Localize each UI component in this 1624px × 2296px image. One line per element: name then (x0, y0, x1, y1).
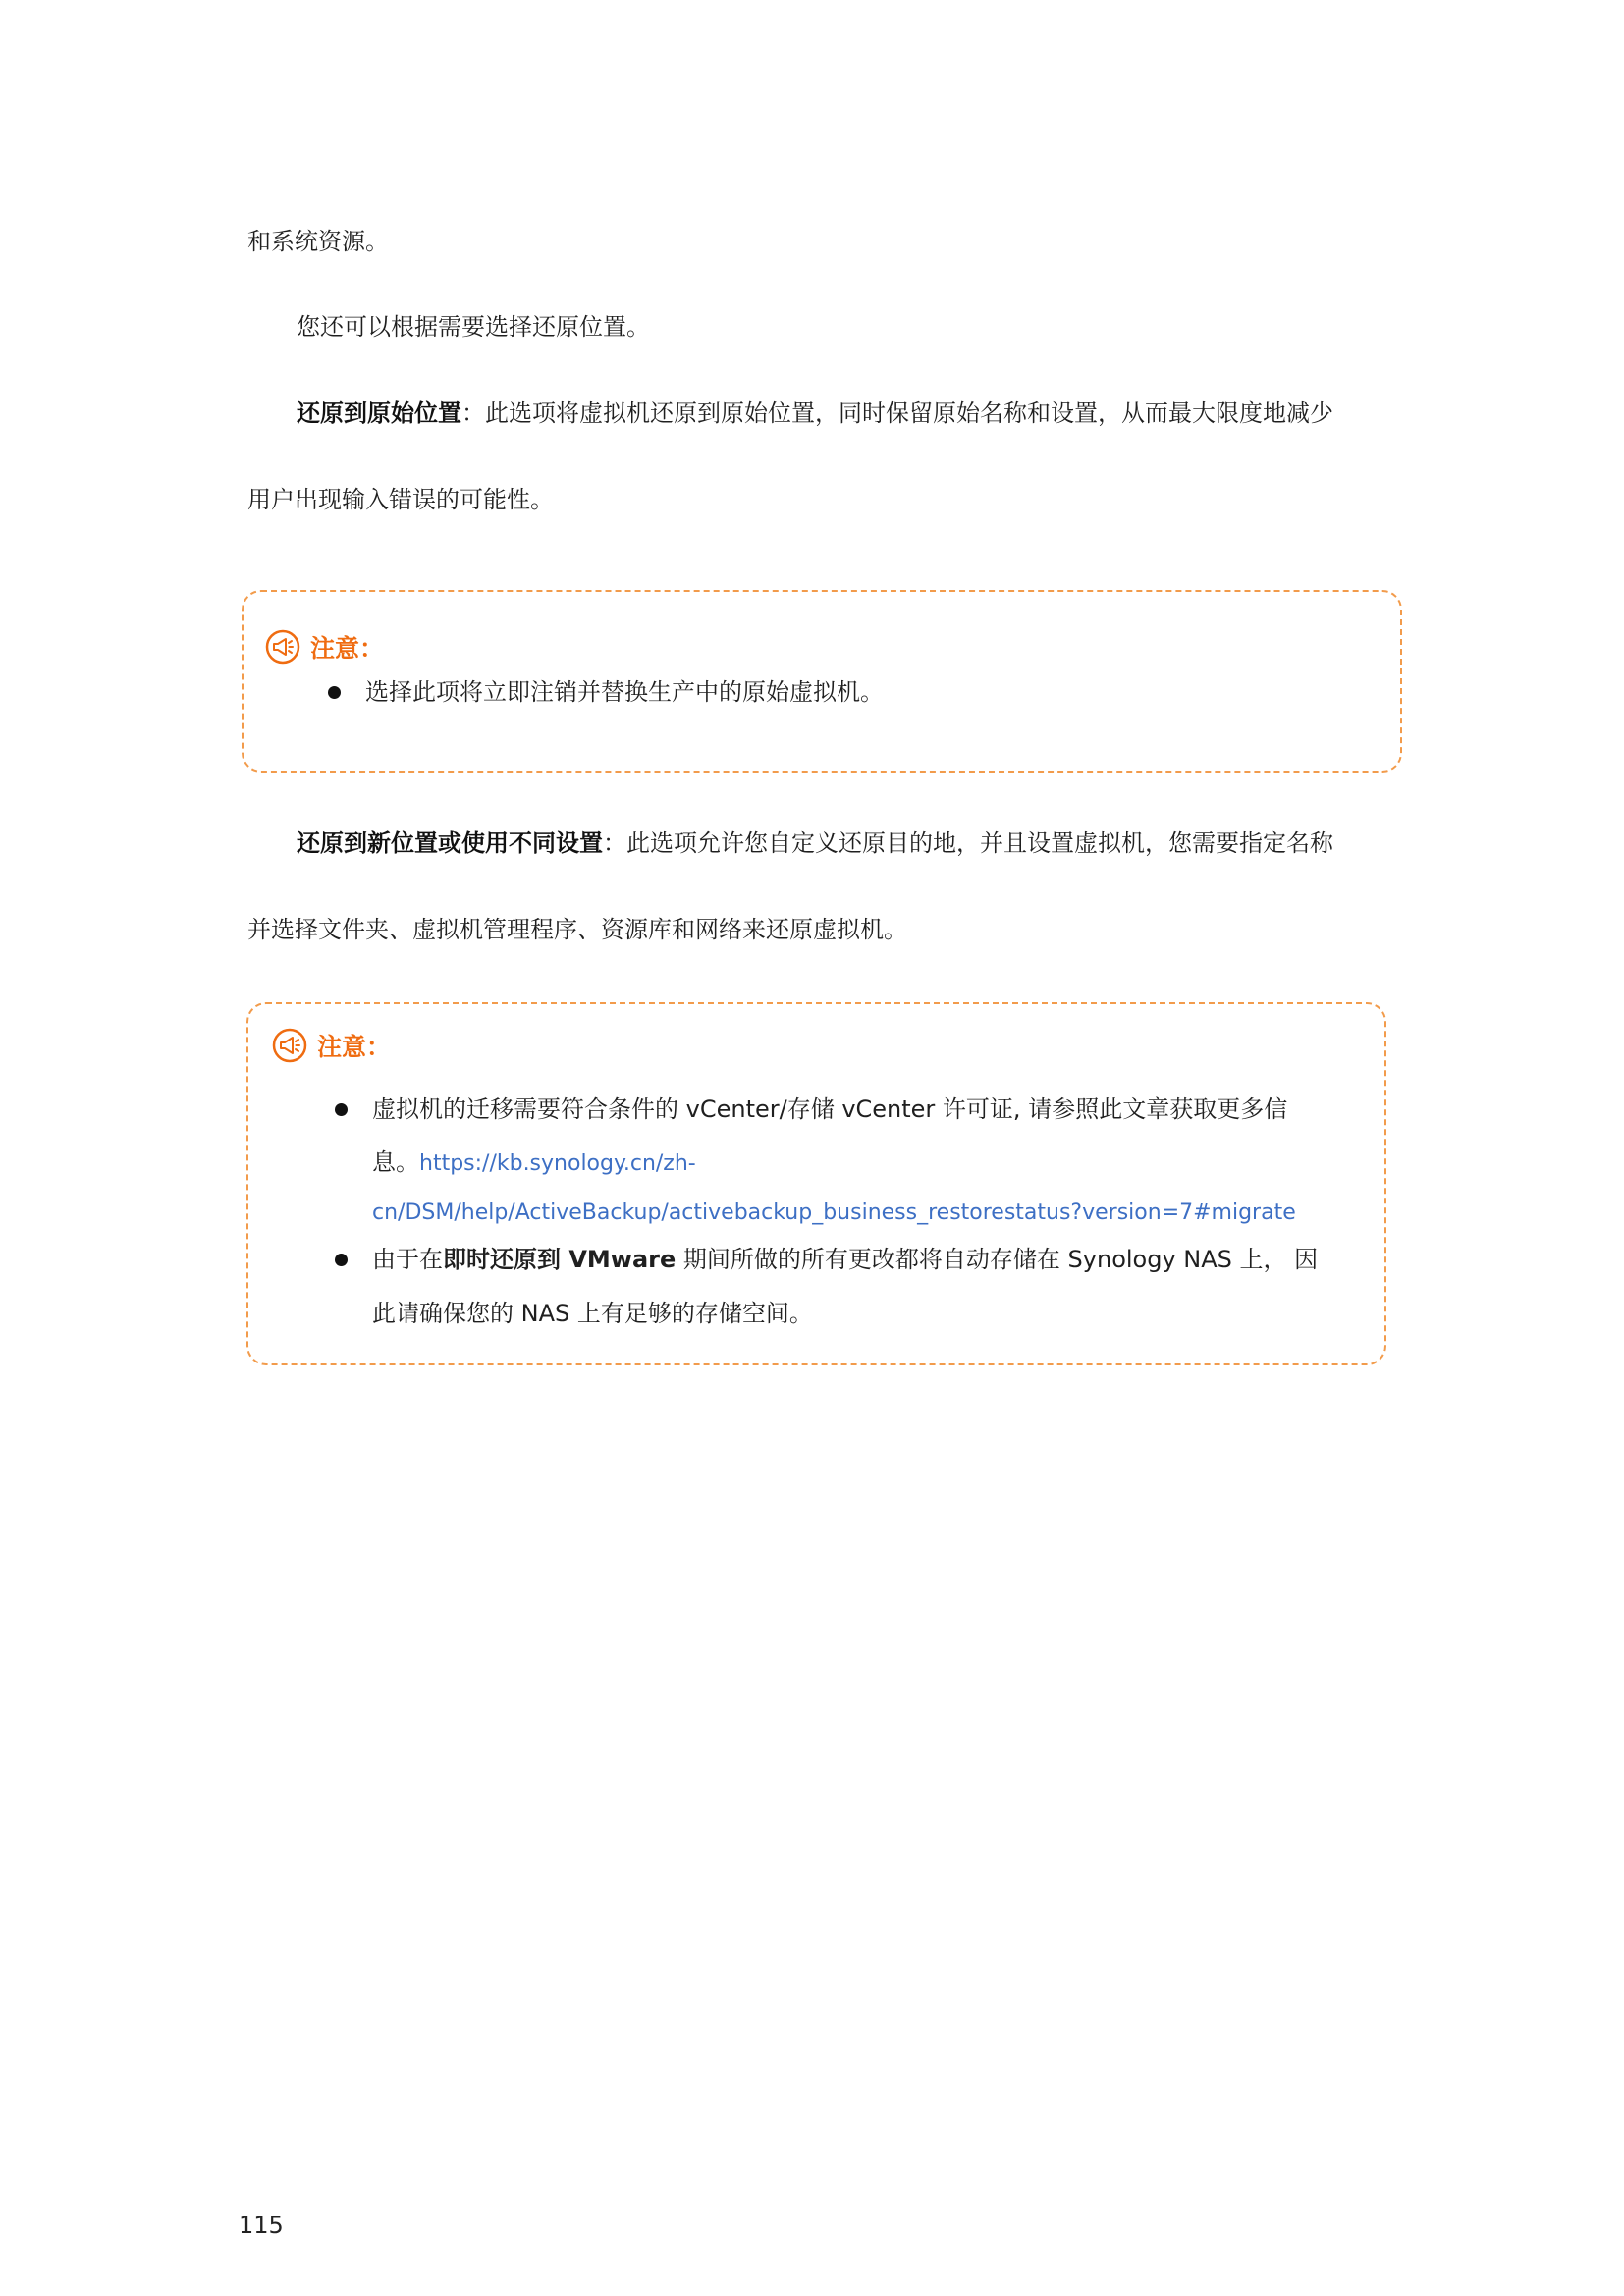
paragraph-restore-new-cont: 并选择文件夹、虚拟机管理程序、资源库和网络来还原虚拟机。 (247, 916, 907, 943)
note-box-1 (242, 590, 1402, 773)
page-number: 115 (239, 2212, 284, 2239)
list-item-text-rest: 期间所做的所有更改都将自动存储在 Synology NAS 上， 因 (676, 1246, 1319, 1273)
list-item-text-cont (372, 1146, 696, 1181)
list-item-text-prefix: 由于在 (372, 1246, 443, 1273)
note-header (272, 1028, 391, 1063)
note-title: 注意： (317, 1033, 392, 1061)
list-item-text-cont: 此请确保您的 NAS 上有足够的存储空间。 (372, 1300, 813, 1327)
bullet-dot (335, 1103, 348, 1116)
note-box-2 (246, 1002, 1386, 1365)
list-item-link-cont (372, 1195, 1296, 1230)
restore-original-desc: ：此选项将虚拟机还原到原始位置，同时保留原始名称和设置，从而最大限度地减少 (461, 400, 1333, 427)
note-title: 注意： (310, 634, 385, 663)
paragraph-restore-new (297, 827, 1333, 860)
list-item-text-prefix: 息。 (372, 1148, 419, 1176)
megaphone-icon (272, 1028, 307, 1063)
list-item-text: 选择此项将立即注销并替换生产中的原始虚拟机。 (365, 678, 884, 706)
paragraph-continuation: 和系统资源。 (247, 228, 389, 255)
paragraph-restore-original (297, 397, 1333, 430)
list-item-text (372, 1243, 1318, 1276)
term-restore-new: 还原到新位置或使用不同设置 (297, 829, 603, 857)
kb-article-link-cont[interactable]: cn/DSM/help/ActiveBackup/activebackup_business_restorestatus?version=7#migrate (372, 1201, 1296, 1225)
bullet-dot (335, 1254, 348, 1266)
term-restore-original: 还原到原始位置 (297, 400, 461, 427)
note-header (265, 629, 384, 665)
list-item-text: 虚拟机的迁移需要符合条件的 vCenter/存储 vCenter 许可证, 请参照此文章获取更多信 (372, 1095, 1288, 1123)
restore-new-desc: ：此选项允许您自定义还原目的地，并且设置虚拟机，您需要指定名称 (603, 829, 1333, 857)
term-instant-restore: 即时还原到 VMware (443, 1246, 677, 1273)
paragraph-restore-original-cont: 用户出现输入错误的可能性。 (247, 486, 554, 513)
bullet-dot (328, 686, 341, 699)
paragraph-restore-location-intro: 您还可以根据需要选择还原位置。 (297, 313, 650, 341)
kb-article-link[interactable]: https://kb.synology.cn/zh- (419, 1151, 696, 1176)
megaphone-icon (265, 629, 300, 665)
